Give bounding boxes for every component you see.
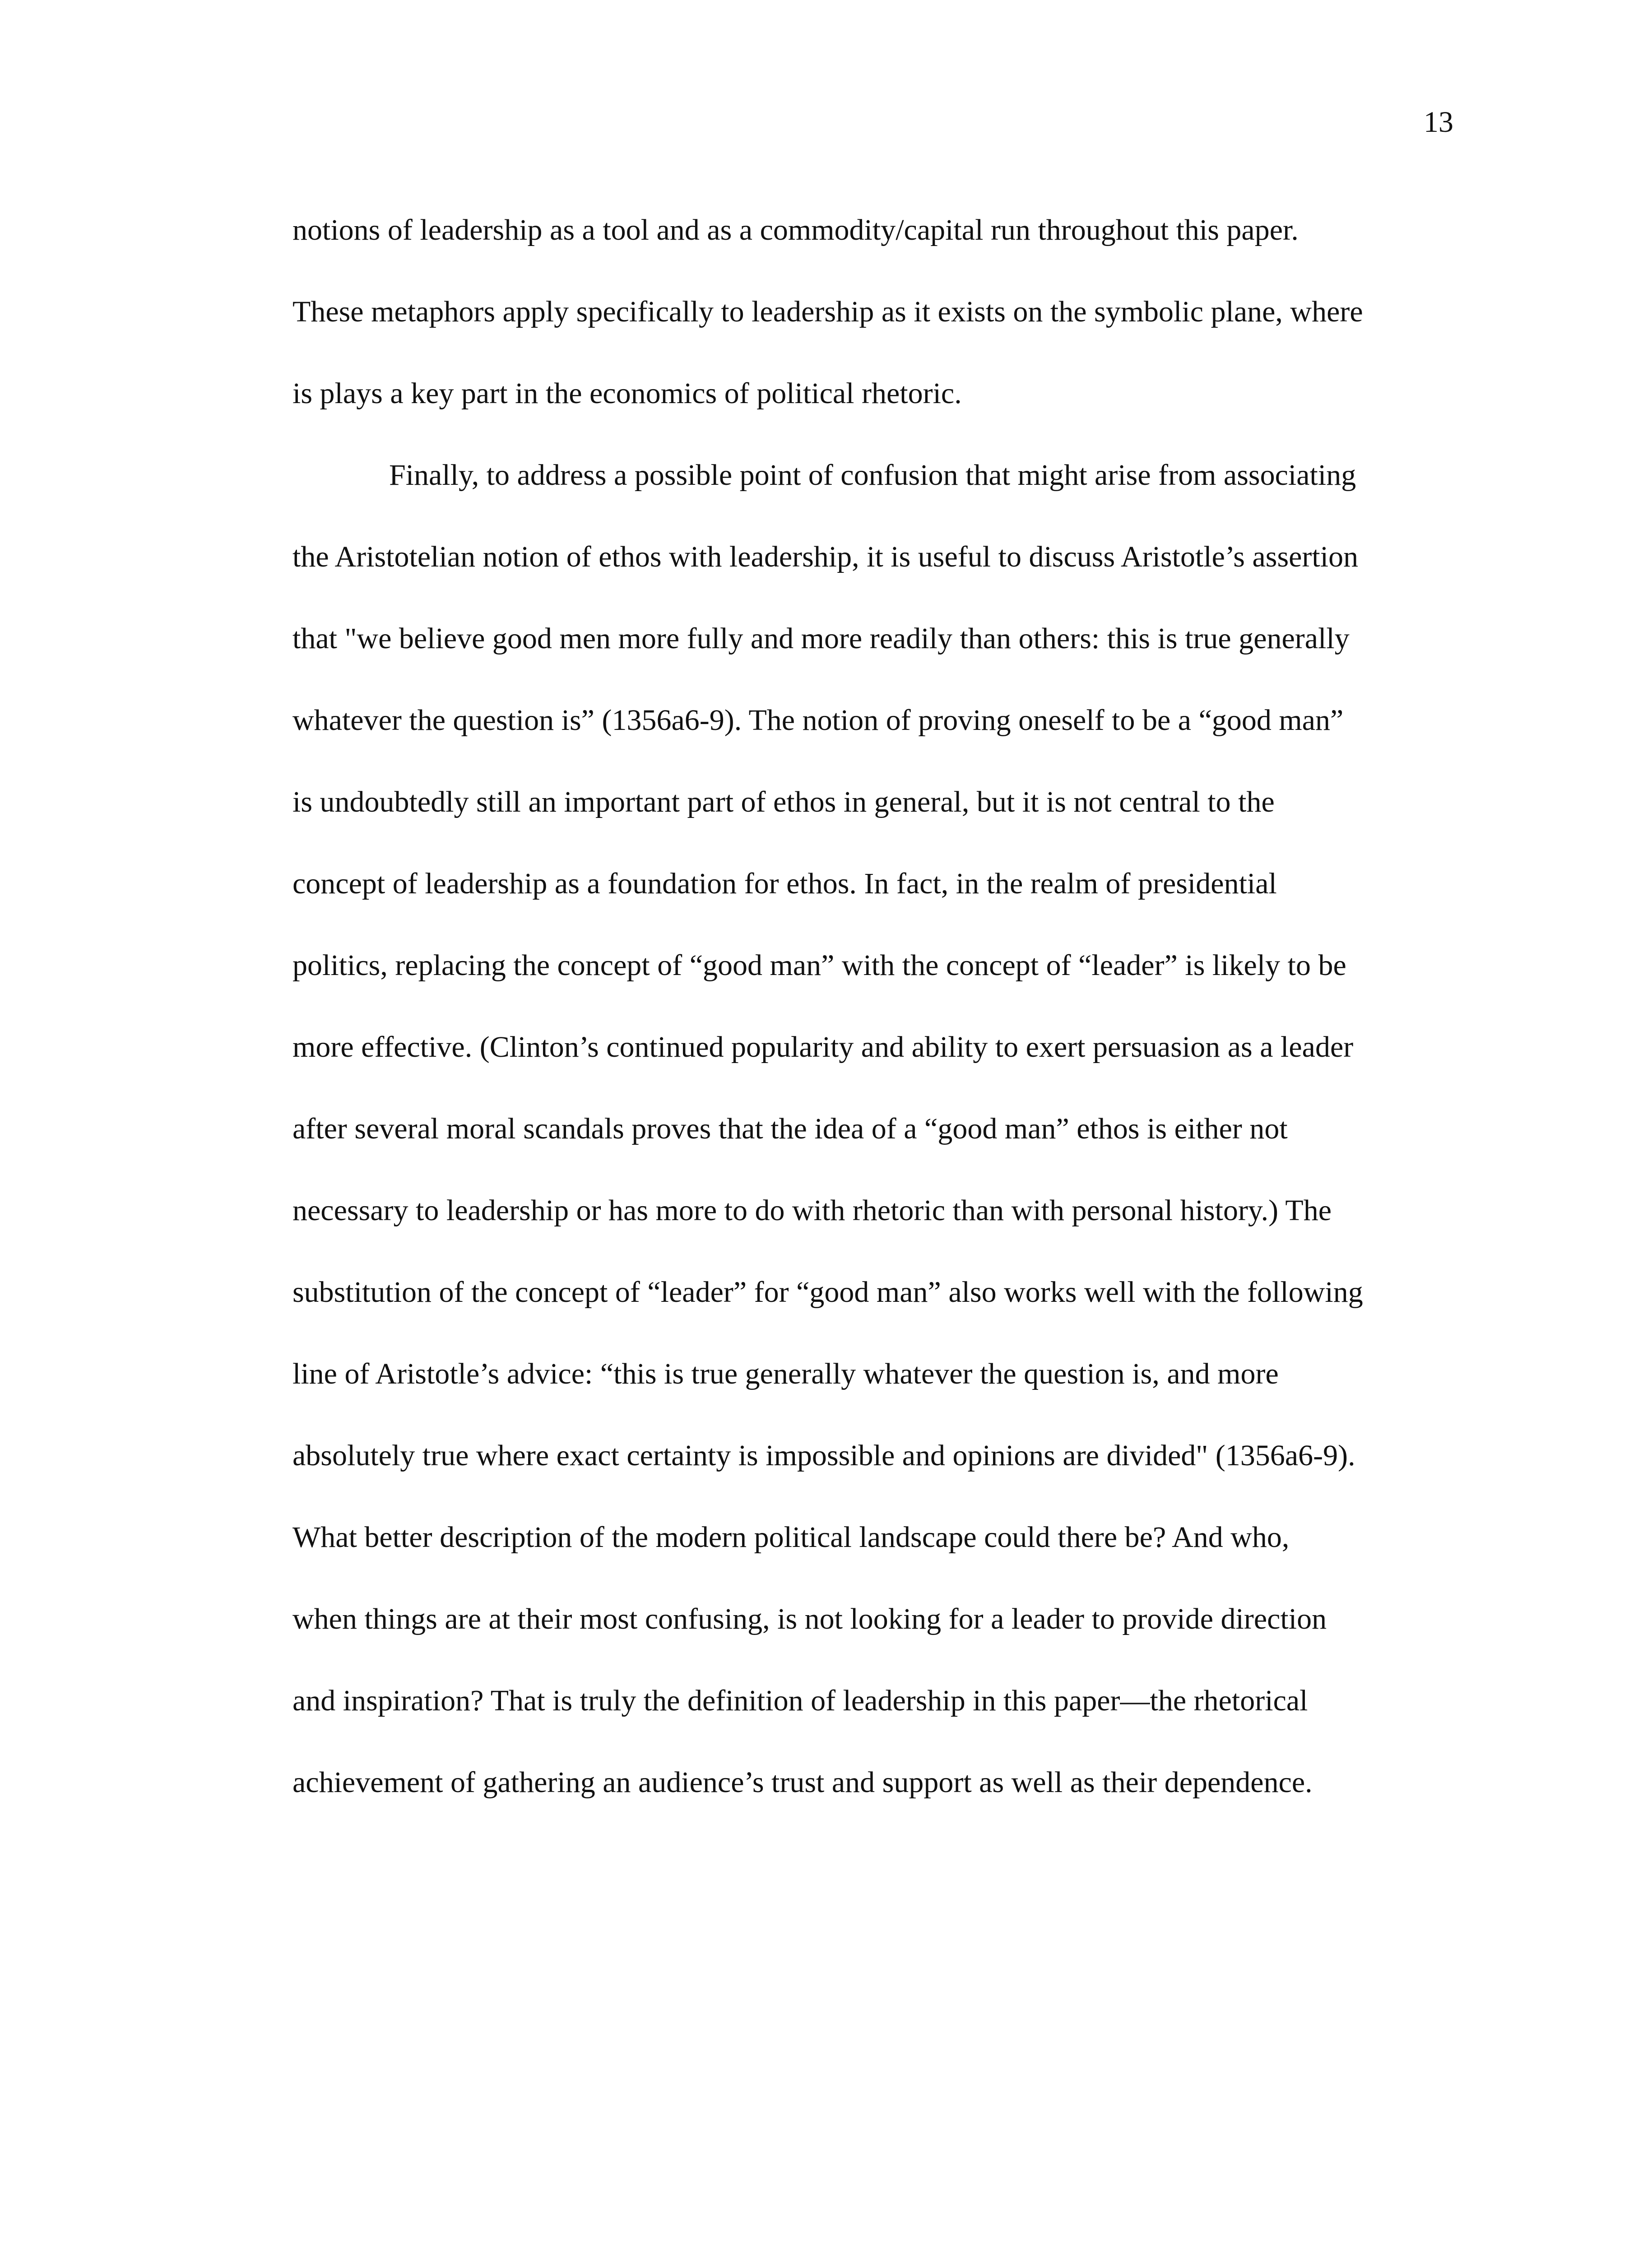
text-line: is plays a key part in the economics of political rhetoric. <box>292 377 962 410</box>
text-line: when things are at their most confusing, is not looking for a leader to provide direction <box>292 1602 1327 1635</box>
text-line: and inspiration? That is truly the definition of leadership in this paper—the rhetorical <box>292 1684 1308 1717</box>
text-line: that "we believe good men more fully and more readily than others: this is true generally <box>292 622 1350 655</box>
text-line: line of Aristotle’s advice: “this is true generally whatever the question is, and more <box>292 1357 1279 1390</box>
text-line: after several moral scandals proves that the idea of a “good man” ethos is either not <box>292 1112 1288 1145</box>
text-line: whatever the question is” (1356a6-9). The notion of proving oneself to be a “good man” <box>292 704 1344 737</box>
text-line: absolutely true where exact certainty is impossible and opinions are divided" (1356a6-9). <box>292 1439 1355 1472</box>
text-line: more effective. (Clinton’s continued popularity and ability to exert persuasion as a leader <box>292 1031 1354 1063</box>
text-line: notions of leadership as a tool and as a commodity/capital run throughout this paper. <box>292 214 1299 246</box>
text-line: These metaphors apply specifically to leadership as it exists on the symbolic plane, where <box>292 295 1363 328</box>
text-line: necessary to leadership or has more to do with rhetoric than with personal history.) The <box>292 1194 1332 1227</box>
text-line: What better description of the modern political landscape could there be? And who, <box>292 1521 1290 1554</box>
text-line: concept of leadership as a foundation for ethos. In fact, in the realm of presidential <box>292 867 1277 900</box>
paragraph-first-line: Finally, to address a possible point of confusion that might arise from associating <box>389 459 1356 492</box>
text-line: politics, replacing the concept of “good man” with the concept of “leader” is likely to be <box>292 949 1346 982</box>
text-line: achievement of gathering an audience’s trust and support as well as their dependence. <box>292 1766 1313 1799</box>
text-line: substitution of the concept of “leader” for “good man” also works well with the following <box>292 1276 1363 1309</box>
page-number: 13 <box>1424 106 1453 139</box>
body-text <box>292 215 1466 1849</box>
text-line: the Aristotelian notion of ethos with leadership, it is useful to discuss Aristotle’s assertion <box>292 540 1359 573</box>
text-line: is undoubtedly still an important part of ethos in general, but it is not central to the <box>292 785 1275 818</box>
